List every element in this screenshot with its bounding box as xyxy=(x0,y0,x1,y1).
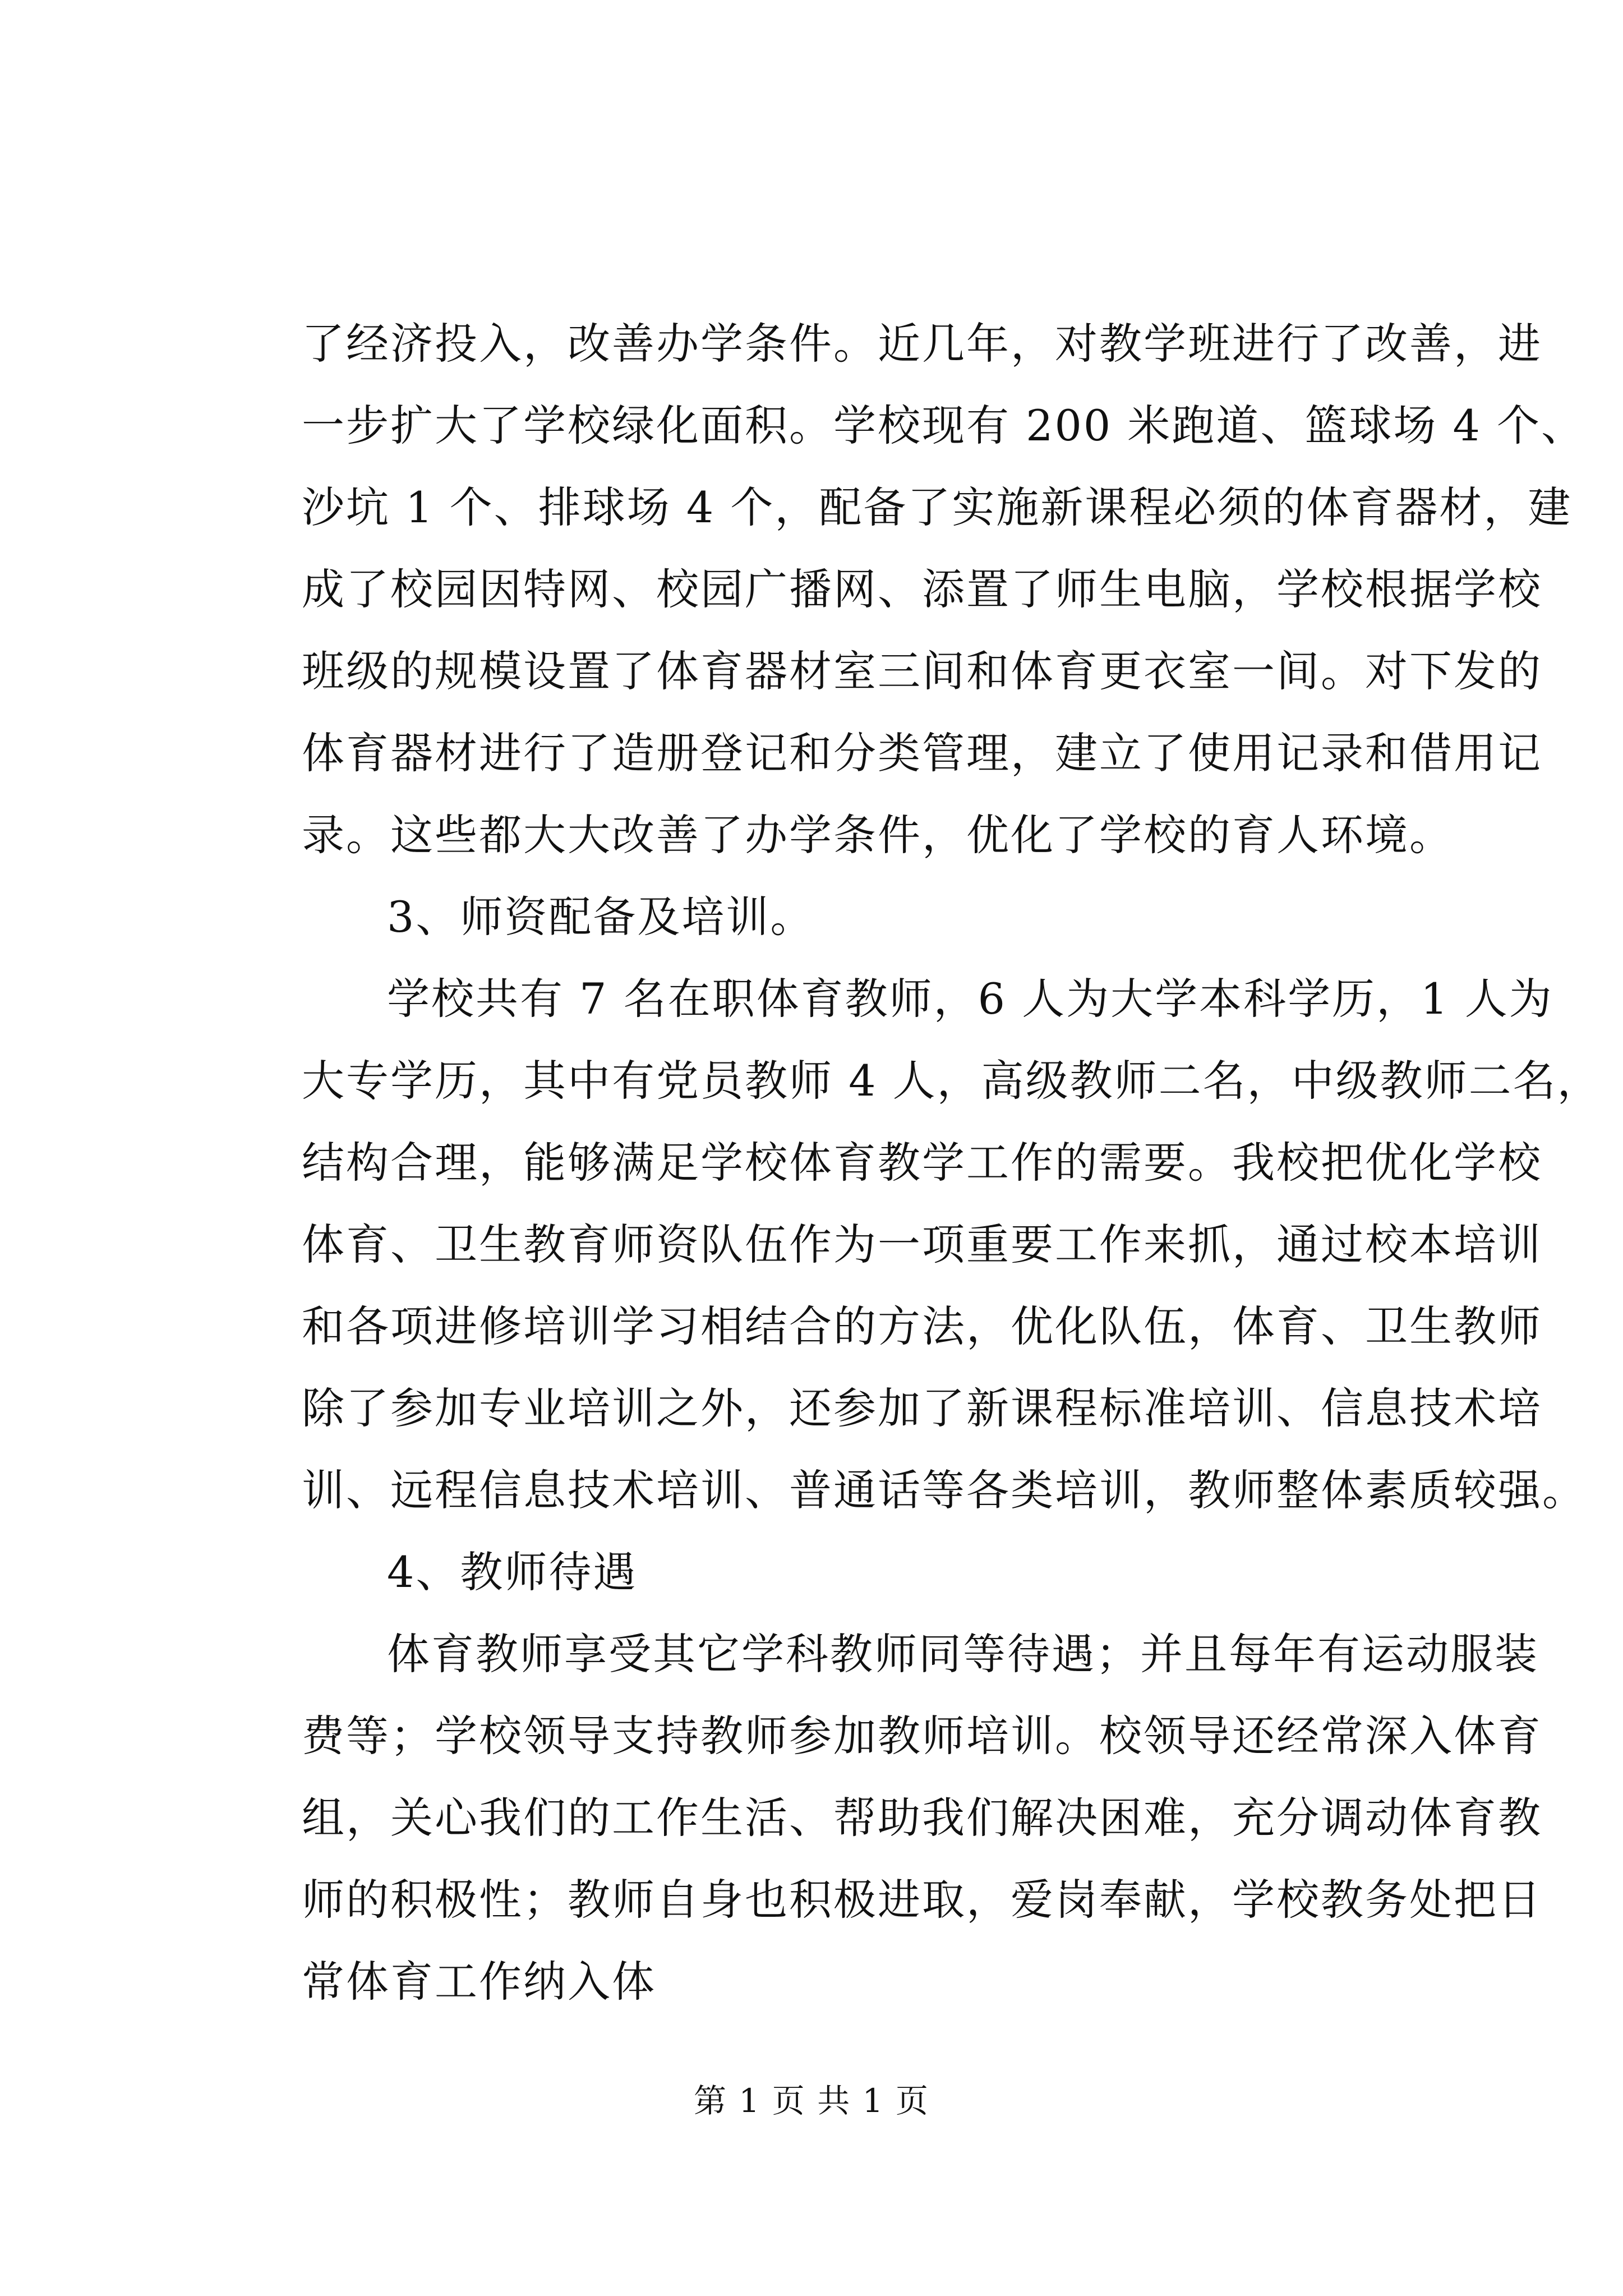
page-footer: 第 1 页 共 1 页 xyxy=(694,2082,929,2120)
text-line: 师的积极性；教师自身也积极进取，爱岗奉献，学校教务处把日 xyxy=(302,1875,1542,1925)
text-line: 成了校园因特网、校园广播网、添置了师生电脑，学校根据学校 xyxy=(302,564,1542,614)
document-body xyxy=(302,303,1602,2023)
text-line: 大专学历，其中有党员教师 4 人，高级教师二名，中级教师二名， xyxy=(302,1056,1602,1106)
text-line: 训、远程信息技术培训、普通话等各类培训，教师整体素质较强。 xyxy=(302,1465,1587,1515)
text-line: 体育器材进行了造册登记和分类管理，建立了使用记录和借用记 xyxy=(302,728,1542,778)
text-line: 组，关心我们的工作生活、帮助我们解决困难，充分调动体育教 xyxy=(302,1793,1542,1843)
text-line: 结构合理，能够满足学校体育教学工作的需要。我校把优化学校 xyxy=(302,1138,1542,1188)
section-heading: 3、师资配备及培训。 xyxy=(387,892,815,942)
text-line: 录。这些都大大改善了办学条件，优化了学校的育人环境。 xyxy=(302,810,1454,860)
section-heading: 4、教师待遇 xyxy=(387,1547,638,1597)
text-line: 除了参加专业培训之外，还参加了新课程标准培训、信息技术培 xyxy=(302,1383,1542,1433)
text-line: 一步扩大了学校绿化面积。学校现有 200 米跑道、篮球场 4 个、 xyxy=(302,401,1586,450)
text-line: 体育、卫生教育师资队伍作为一项重要工作来抓，通过校本培训 xyxy=(302,1220,1542,1269)
text-line: 常体育工作纳入体 xyxy=(302,1957,656,2007)
paragraph-first-line: 学校共有 7 名在职体育教师，6 人为大学本科学历，1 人为 xyxy=(387,974,1553,1024)
text-line: 和各项进修培训学习相结合的方法，优化队伍，体育、卫生教师 xyxy=(302,1301,1542,1351)
paragraph-first-line: 体育教师享受其它学科教师同等待遇；并且每年有运动服装 xyxy=(387,1629,1539,1679)
text-line: 沙坑 1 个、排球场 4 个，配备了实施新课程必须的体育器材，建 xyxy=(302,482,1573,532)
text-line: 费等；学校领导支持教师参加教师培训。校领导还经常深入体育 xyxy=(302,1711,1542,1761)
text-line: 班级的规模设置了体育器材室三间和体育更衣室一间。对下发的 xyxy=(302,646,1542,696)
text-line: 了经济投入，改善办学条件。近几年，对教学班进行了改善，进 xyxy=(302,319,1542,369)
